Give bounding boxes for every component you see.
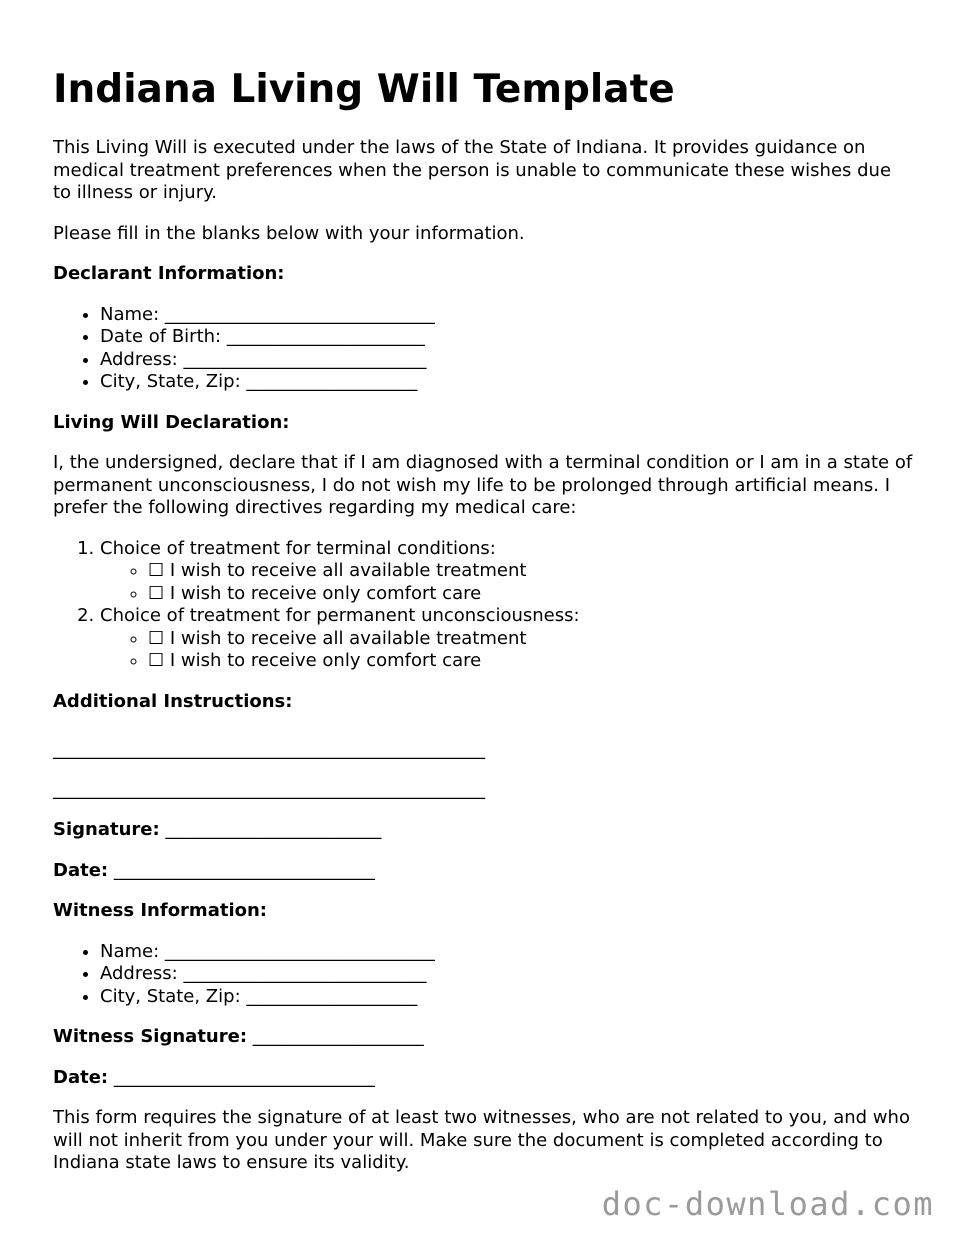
closing-paragraph: This form requires the signature of at least two witnesses, who are not related to you, and who will not inherit from you under your will. Make sure the document is completed according to Indiana state laws to ensure its validity. [53,1107,910,1173]
witness-signature-blank[interactable]: ___________________ [252,1026,424,1047]
page-title: Indiana Living Will Template [53,67,675,112]
unconsciousness-choice [100,605,913,673]
witness-signature-row [53,1026,913,1049]
signature-label: Signature: [53,819,160,840]
additional-instructions-heading: Additional Instructions: [53,690,293,712]
treatment-choices [53,538,913,673]
witness-signature-label: Witness Signature: [53,1026,248,1047]
terminal-condition-options [100,560,913,605]
unconsciousness-label: Choice of treatment for permanent unconsciousness: [100,605,580,626]
declarant-dob-field[interactable]: • Date of Birth: ______________________ [100,326,913,349]
terminal-condition-choice [100,538,913,606]
witness-date-label: Date: [53,1066,109,1088]
declaration-text: I, the undersigned, declare that if I am diagnosed with a terminal condition or I am in a state of permanent unconsciousness, I do not wish my life to be prolonged through artificial means. I prefer the following directives regarding my medical care: [53,452,913,518]
unconscious-comfort-care-option[interactable]: ◦ ☐ I wish to receive only comfort care [148,650,913,673]
document-page [53,66,913,1193]
declarant-city-state-zip-field[interactable]: • City, State, Zip: ___________________ [100,371,913,394]
additional-instructions-line-1[interactable]: ________________________________________________ [53,739,485,760]
declarant-name-field[interactable]: • Name: ______________________________ [100,304,913,327]
witness-heading: Witness Information: [53,900,267,921]
watermark: doc-download.com [601,1185,934,1223]
signature-row [53,819,913,842]
date-label: Date: [53,859,109,881]
declaration-heading: Living Will Declaration: [53,411,290,433]
terminal-condition-label: Choice of treatment for terminal conditions: [100,537,496,559]
declarant-heading: Declarant Information: [53,263,285,284]
signature-blank[interactable]: ________________________ [165,819,382,840]
unconsciousness-options [100,628,913,673]
additional-instructions-line-2[interactable]: ________________________________________________ [53,778,485,800]
witness-address-field[interactable]: • Address: ___________________________ [100,963,913,986]
terminal-all-treatment-option[interactable]: ◦ ☐ I wish to receive all available treatment [148,560,913,583]
instruction-paragraph: Please fill in the blanks below with your information. [53,222,525,244]
witness-date-row [53,1067,913,1090]
date-blank[interactable]: _____________________________ [113,859,375,881]
witness-name-field[interactable]: • Name: ______________________________ [100,941,913,964]
date-row [53,860,913,883]
declarant-address-field[interactable]: • Address: ___________________________ [100,349,913,372]
terminal-comfort-care-option[interactable]: ◦ ☐ I wish to receive only comfort care [148,583,913,606]
unconscious-all-treatment-option[interactable]: ◦ ☐ I wish to receive all available treatment [148,628,913,651]
witness-fields [53,941,913,1009]
intro-paragraph: This Living Will is executed under the laws of the State of Indiana. It provides guidance on medical treatment preferences when the person is unable to communicate these wishes due to illness or injury. [53,137,892,203]
witness-city-state-zip-field[interactable]: • City, State, Zip: ___________________ [100,986,913,1009]
declarant-fields [53,304,913,394]
witness-date-blank[interactable]: _____________________________ [113,1066,375,1088]
